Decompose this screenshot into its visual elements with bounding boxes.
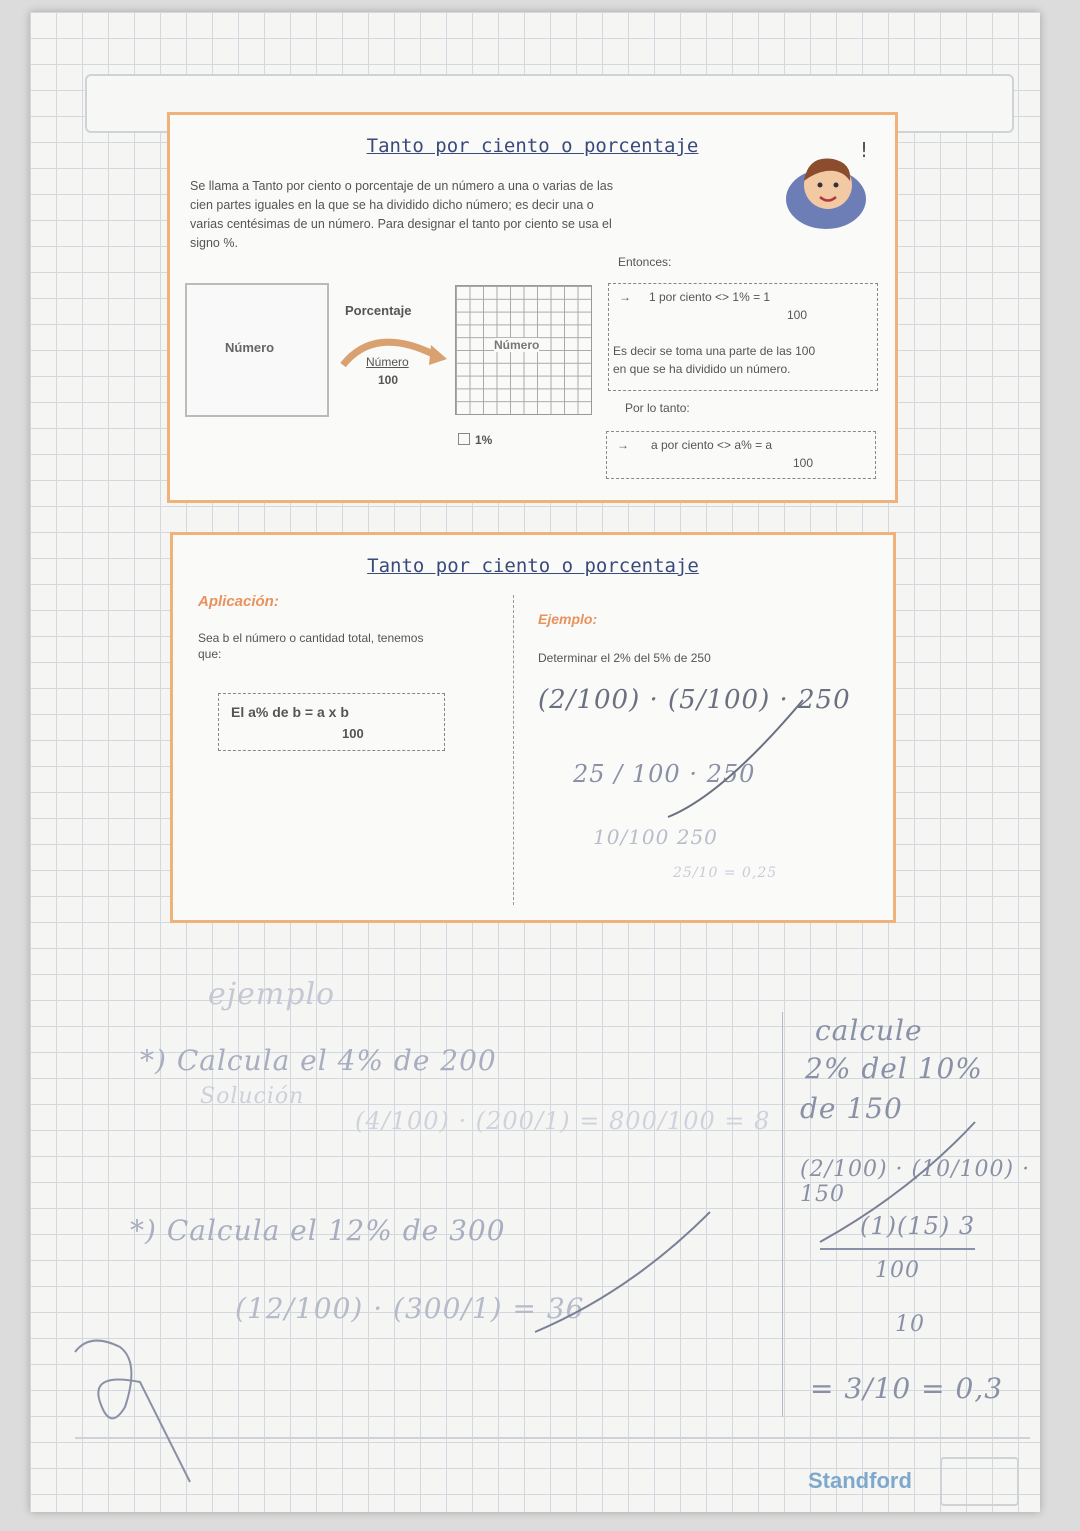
side-note: (1)(15) 3: [860, 1212, 976, 1240]
grid-label: Número: [494, 338, 540, 352]
handwritten-line: *) Calcula el 4% de 200: [140, 1044, 497, 1077]
handwritten-step: 10/100 250: [593, 825, 718, 849]
numero-label: Número: [225, 340, 275, 355]
arrow-icon: →: [617, 438, 629, 452]
aplicacion-text: Sea b el número o cantidad total, tenemos: [198, 631, 424, 645]
side-note: 100: [875, 1258, 920, 1283]
side-note: = 3/10 = 0,3: [810, 1372, 1004, 1405]
corner-box: [940, 1457, 1019, 1506]
definition-1-explain: Es decir se toma una parte de las 100: [613, 344, 816, 358]
side-note: de 150: [800, 1092, 903, 1125]
paragraph-line: signo %.: [190, 236, 238, 250]
handwritten-heading: ejemplo: [208, 977, 336, 1012]
ejemplo-text: Determinar el 2% del 5% de 250: [538, 651, 711, 665]
side-note: (2/100) · (10/100) · 150: [800, 1157, 1031, 1207]
side-note: calcule: [815, 1014, 923, 1047]
one-percent-label: 1%: [475, 433, 493, 447]
definition-1-explain: en que se ha dividido un número.: [613, 362, 791, 376]
side-note: 2% del 10%: [805, 1052, 983, 1085]
arrow-icon: →: [619, 290, 631, 304]
aplicacion-heading: Aplicación:: [198, 593, 279, 610]
porcentaje-label: Porcentaje: [345, 303, 412, 318]
notebook-brand-logo: Standford: [808, 1468, 912, 1493]
fraction-denominator: 100: [378, 373, 399, 387]
handwritten-line: (4/100) · (200/1) = 800/100 = 8: [355, 1107, 771, 1135]
fraction-numerator: Número: [366, 355, 409, 369]
por-lo-tanto-label: Por lo tanto:: [625, 401, 690, 415]
definition-2-text: a por ciento <> a% = a: [651, 438, 773, 452]
side-note: 10: [895, 1312, 925, 1337]
definition-1-text: 1 por ciento <> 1% = 1: [649, 290, 771, 304]
handwritten-line: Solución: [200, 1084, 305, 1109]
paragraph-line: cien partes iguales en la que se ha dividido dicho número; es decir una o: [190, 198, 594, 212]
entonces-label: Entonces:: [618, 255, 672, 269]
notebook-page: [30, 12, 1040, 1512]
definition-2-denominator: 100: [793, 456, 814, 470]
formula-text: El a% de b = a x b: [231, 704, 349, 720]
handwritten-step: (2/100) · (5/100) · 250: [538, 685, 851, 715]
handwritten-step: 25 / 100 · 250: [573, 760, 756, 788]
card-title: Tanto por ciento o porcentaje: [367, 555, 699, 577]
handwritten-line: *) Calcula el 12% de 300: [130, 1214, 506, 1247]
pen-strokes: [30, 12, 1040, 1512]
aplicacion-text: que:: [198, 647, 222, 661]
ejemplo-heading: Ejemplo:: [538, 611, 598, 627]
handwritten-step: 25/10 = 0,25: [673, 865, 778, 881]
paragraph-line: Se llama a Tanto por ciento o porcentaje de un número a una o varias de las: [190, 179, 613, 193]
formula-denominator: 100: [342, 726, 364, 741]
card-title: Tanto por ciento o porcentaje: [366, 135, 699, 157]
handwritten-line: (12/100) · (300/1) = 36: [235, 1292, 585, 1325]
definition-1-denominator: 100: [787, 308, 808, 322]
paragraph-line: varias centésimas de un número. Para designar el tanto por ciento se usa el: [190, 217, 612, 231]
svg-text:!: !: [860, 138, 869, 162]
